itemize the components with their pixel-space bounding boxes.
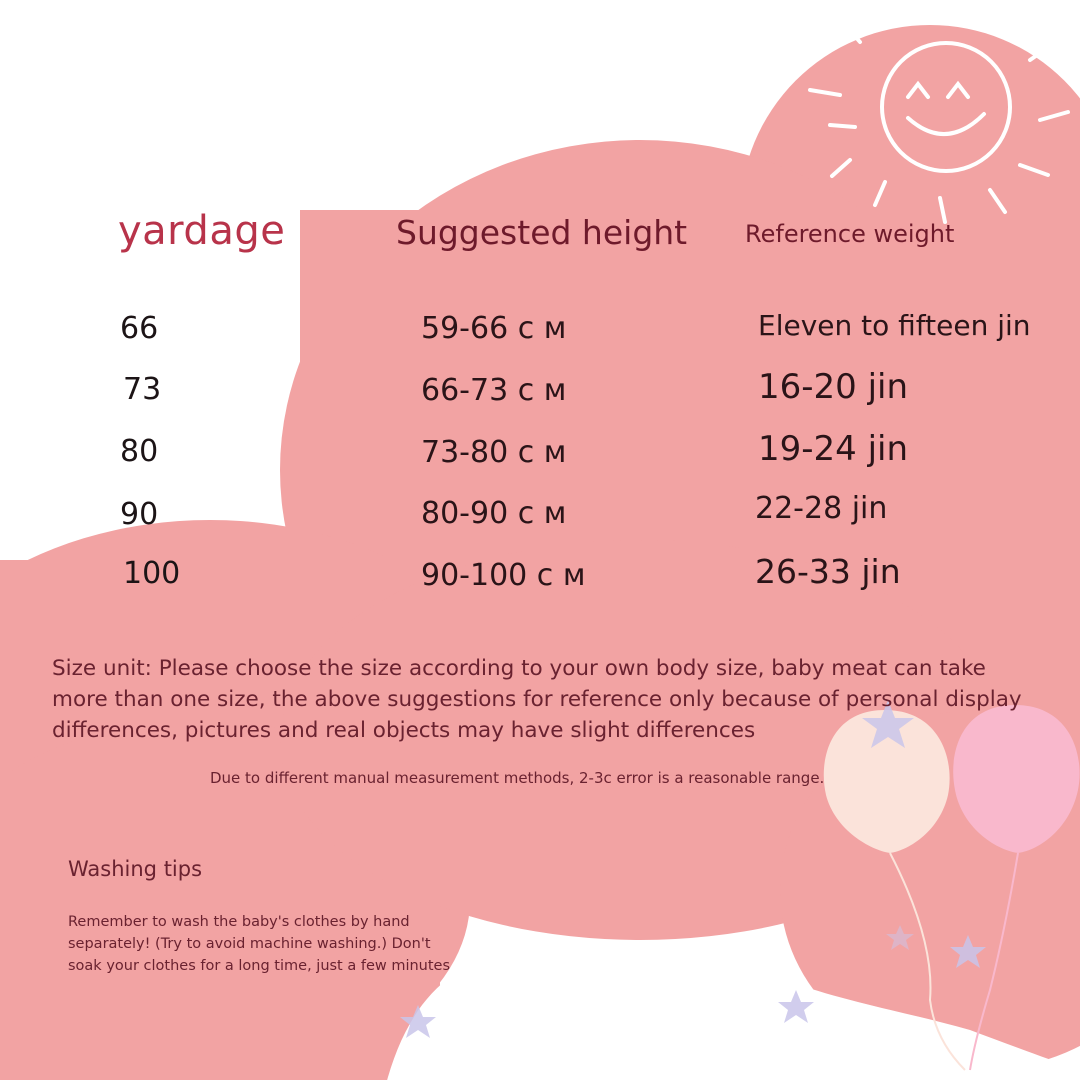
header-height-label: Suggested height: [396, 213, 688, 252]
row-weight: 19-24 jin: [758, 429, 909, 469]
washing-tips-body: Remember to wash the baby's clothes by hand separately! (Try to avoid machine washing.) Don't soak your clothes for a long time, just a few minutes: [68, 914, 451, 974]
size-note: Size unit: Please choose the size according to your own body size, baby meat can take more than one size, the above suggestions for reference only because of personal display differences, pictures and real objects may have slight differences: [52, 656, 1022, 743]
row-weight: 26-33 jin: [755, 552, 901, 591]
row-size: 80: [120, 434, 159, 469]
row-size: 100: [123, 556, 181, 591]
row-weight: 22-28 jin: [755, 491, 888, 526]
row-height: 73-80 с м: [421, 435, 567, 470]
measurement-note: Due to different manual measurement methods, 2-3c error is a reasonable range.: [210, 769, 825, 787]
row-size: 66: [120, 311, 159, 346]
header-size-label: yardage: [118, 208, 286, 254]
header-weight-label: Reference weight: [745, 220, 955, 248]
row-height: 66-73 с м: [421, 373, 567, 408]
row-weight: Eleven to fifteen jin: [758, 309, 1031, 342]
washing-tips-title: Washing tips: [68, 857, 203, 881]
row-height: 59-66 с м: [421, 311, 567, 346]
row-height: 80-90 с м: [421, 496, 567, 531]
row-height: 90-100 с м: [421, 558, 586, 593]
row-size: 90: [120, 497, 159, 532]
row-weight: 16-20 jin: [758, 367, 909, 407]
row-size: 73: [123, 372, 162, 407]
